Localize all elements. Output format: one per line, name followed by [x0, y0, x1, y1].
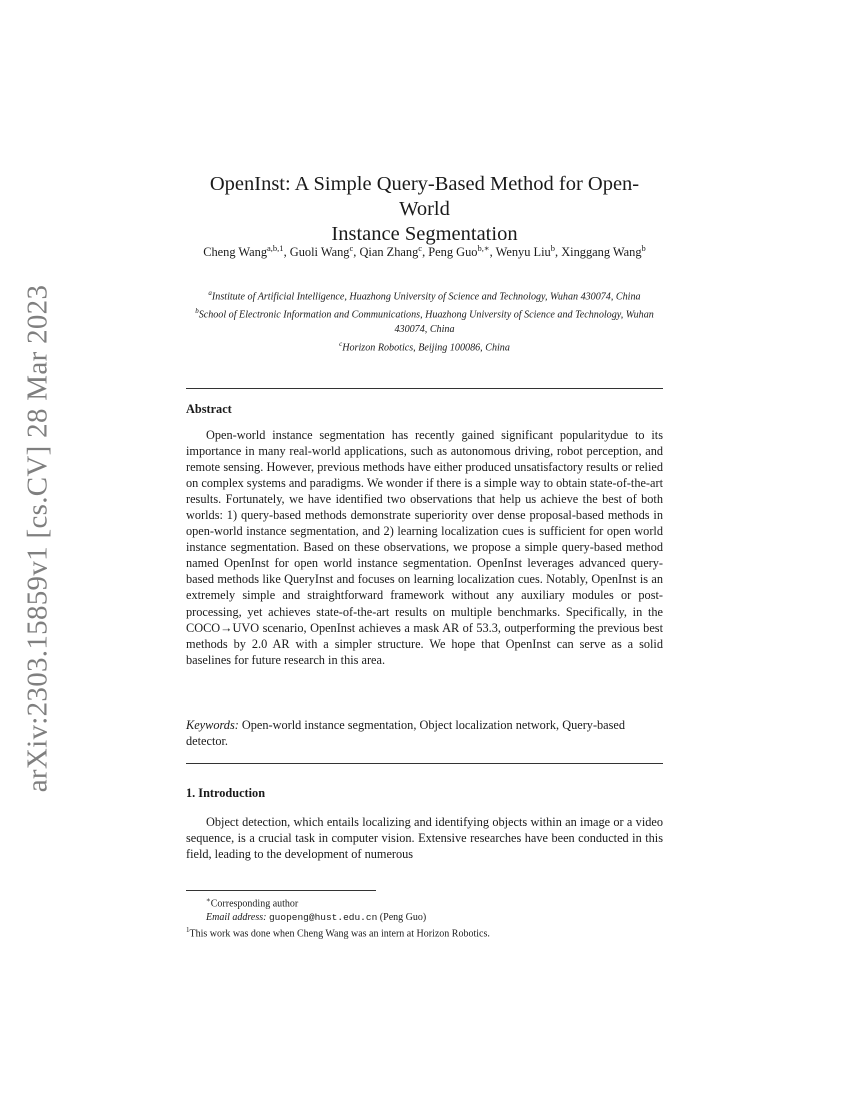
- footnote-1-text: This work was done when Cheng Wang was an intern at Horizon Robotics.: [189, 928, 490, 940]
- affiliation-mark: a: [208, 289, 212, 297]
- arxiv-id-text: arXiv:2303.15859v1 [cs.CV] 28 Mar 2023: [21, 284, 54, 792]
- abstract-text: Open-world instance segmentation has recently gained significant popularitydue to its importance in many real-world applications, such as autonomous driving, robot perception, and remote sensing. However, previous methods have either produced unsatisfactory results or relied on complex systems and paradigms. We wonder if there is a simple way to obtain state-of-the-art results. Fortunately, we have identified two observations that help us achieve the best of both worlds: 1) query-based methods demonstrate superiority over dense proposal-based methods in open-world instance segmentation, and 2) learning localization cues is sufficient for open world instance segmentation. Based on these observations, we propose a simple query-based method named OpenInst for open world instance segmentation. OpenInst leverages advanced query-based methods like QueryInst and focuses on learning localization cues. Notably, OpenInst is an extremely simple and straightforward framework without any auxiliary modules or post-processing, yet achieves state-of-the-art results on multiple benchmarks. Specifically, in the COCO→UVO scenario, OpenInst achieves a mask AR of 53.3, outperforming the previous best methods by 2.0 AR with a simpler structure. We hope that OpenInst can serve as a solid baselines for future research in this area.: [186, 428, 663, 667]
- author-separator: ,: [489, 245, 496, 260]
- affiliation-text: School of Electronic Information and Communications, Huazhong University of Science and Technology, Wuhan 430074, China: [198, 309, 654, 335]
- section-heading-introduction: 1. Introduction: [186, 786, 266, 800]
- introduction-text: Object detection, which entails localizing and identifying objects within an image or a video sequence, is a crucial task in computer vision. Extensive researches have been conducted in this field, leading to the development of numerous: [186, 815, 663, 862]
- footnote-rule: [186, 890, 376, 891]
- abstract-top-rule: [186, 388, 663, 389]
- author-affil-mark: b: [550, 243, 555, 253]
- affiliation-text: Horizon Robotics, Beijing 100086, China: [342, 342, 510, 354]
- paper-title: [186, 172, 663, 247]
- footnote-mark: ∗: [206, 896, 211, 904]
- title-line-2: Instance Segmentation: [331, 223, 518, 245]
- abstract-bottom-rule: [186, 763, 663, 764]
- footnote-1: [186, 924, 663, 941]
- footnote-mark: 1: [186, 925, 190, 934]
- affiliation-mark: c: [339, 339, 343, 348]
- keywords-text: Open-world instance segmentation, Object localization network, Query-based detector.: [186, 718, 626, 749]
- arxiv-identifier-margin: [16, 284, 60, 792]
- author-list: [186, 240, 663, 261]
- author-name: Xinggang Wang: [561, 245, 642, 260]
- keywords-label: Keywords:: [186, 718, 239, 732]
- footnotes: [186, 894, 663, 941]
- footnote-corresponding-text: Corresponding author: [210, 898, 299, 910]
- author-separator: ,: [283, 245, 290, 260]
- affiliation: [186, 286, 663, 304]
- email-link[interactable]: guopeng@hust.edu.cn: [268, 911, 378, 923]
- abstract-heading: Abstract: [186, 402, 232, 416]
- author-name: Guoli Wang: [289, 245, 350, 260]
- author-affil-mark: b: [641, 243, 646, 253]
- affiliation-list: [186, 286, 663, 355]
- author-name: Cheng Wang: [203, 245, 268, 260]
- author-separator: ,: [554, 245, 562, 260]
- email-owner: (Peng Guo): [379, 911, 427, 923]
- affiliation-text: Institute of Artificial Intelligence, Huazhong University of Science and Technology, Wuhan 430074, China: [211, 291, 641, 303]
- footnote-corresponding: [186, 894, 663, 911]
- author-separator: ,: [422, 245, 429, 260]
- author-name: Wenyu Liu: [495, 245, 551, 260]
- affiliation: [186, 337, 663, 355]
- author-name: Qian Zhang: [359, 245, 419, 260]
- footnote-email: [186, 911, 663, 924]
- affiliation: [186, 304, 663, 336]
- author-affil-mark: b,∗: [477, 243, 490, 253]
- email-label: Email address:: [206, 911, 267, 923]
- affiliation-mark: b: [195, 307, 199, 316]
- author-affil-mark: a,b,1: [267, 243, 284, 253]
- keywords: [186, 717, 663, 749]
- author-affil-mark: c: [349, 243, 354, 253]
- author-name: Peng Guo: [428, 245, 478, 260]
- author-separator: ,: [353, 245, 360, 260]
- title-line-1: OpenInst: A Simple Query-Based Method for Open-World: [209, 173, 640, 220]
- author-affil-mark: c: [418, 243, 423, 253]
